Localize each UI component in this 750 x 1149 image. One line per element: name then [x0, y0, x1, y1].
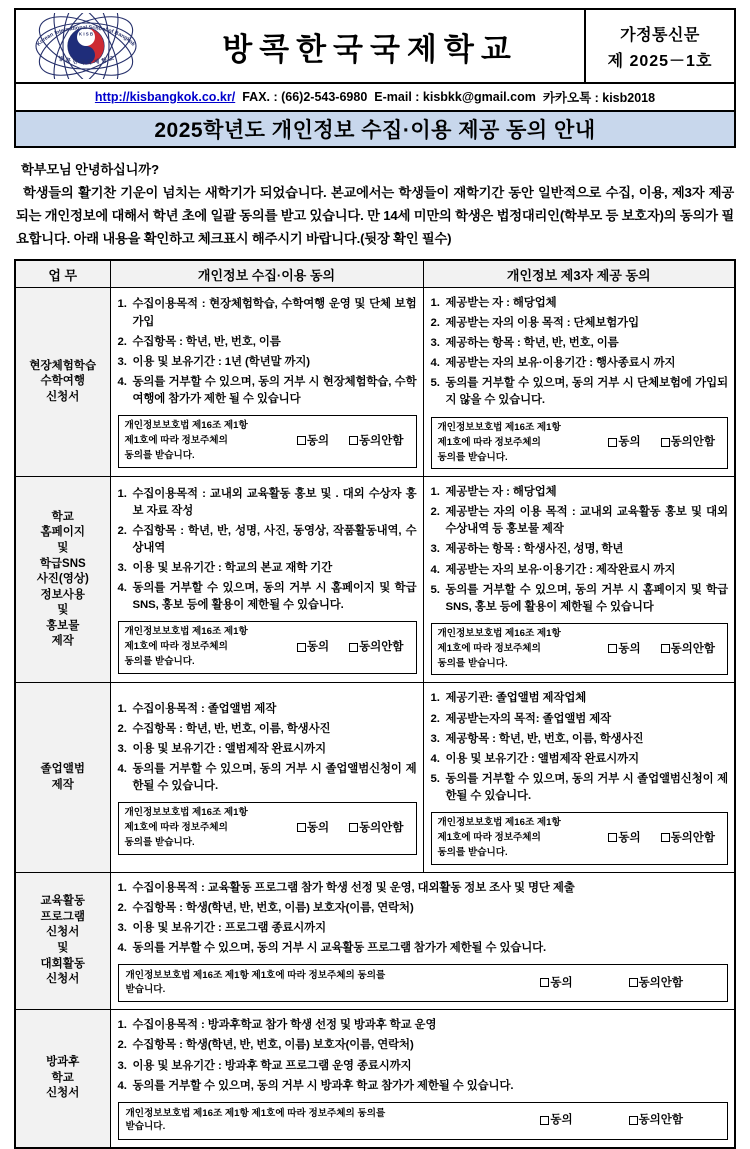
header-collect-use: 개인정보 수집·이용 동의 [110, 260, 423, 287]
school-name-block [156, 10, 584, 82]
clause-number: 3. [430, 337, 440, 350]
clause-list-third_party [431, 484, 729, 616]
fax-number: FAX. : (66)2-543-6980 [242, 90, 368, 104]
consent-table [14, 259, 736, 1149]
clause-item [431, 504, 729, 538]
clause-number: 1. [117, 1019, 127, 1032]
kakao-id: 카카오톡 : kisb2018 [542, 91, 656, 105]
clause-text: 제공받는 자의 이용 목적 : 단체보험가입 [445, 317, 639, 330]
legal-statement-line-3: 동의를 받습니다. [124, 450, 195, 462]
task-label-cell: 졸업앨범 제작 [15, 683, 110, 872]
clause-text: 수집이용목적 : 현장체험학습, 수학여행 운영 및 단체 보험 가입 [132, 298, 417, 328]
disagree-checkbox[interactable] [349, 433, 403, 449]
clause-text: 이용 및 보유기간 : 앨범제작 완료시까지 [445, 752, 639, 765]
legal-statement-box [118, 802, 417, 855]
checkbox-icon[interactable] [349, 436, 358, 445]
legal-statement-line-3: 동의를 받습니다. [437, 657, 508, 669]
clause-number: 1. [117, 881, 127, 894]
clause-number: 2. [117, 335, 127, 348]
checkbox-icon[interactable] [540, 1116, 549, 1125]
task-label-cell: 교육활동 프로그램 신청서 및 대회활동 신청서 [15, 872, 110, 1010]
masthead-top-row [16, 10, 734, 84]
clause-text: 이용 및 보유기간 : 앨범제작 완료시까지 [132, 742, 326, 755]
checkbox-icon[interactable] [608, 833, 617, 842]
document-title-banner [16, 112, 734, 146]
table-header-row [15, 260, 735, 287]
clause-number: 4. [117, 941, 127, 954]
legal-statement-line-1: 개인정보보호법 제16조 제1항 제1호에 따라 정보주체의 동의를 [125, 970, 386, 982]
clause-list-collect [118, 296, 417, 408]
clause-number: 2. [117, 901, 127, 914]
clause-item [118, 1058, 729, 1075]
clause-number: 3. [117, 921, 127, 934]
legal-statement-line-2: 제1호에 따라 정보주체의 [124, 641, 228, 653]
clause-number: 2. [430, 506, 440, 519]
disagree-checkbox[interactable] [661, 641, 715, 657]
clause-number: 4. [117, 375, 127, 388]
clause-item [118, 1037, 729, 1054]
legal-statement-line-2: 제1호에 따라 정보주체의 [124, 435, 228, 447]
clause-list-collect [118, 701, 417, 796]
disagree-label: 동의안함 [359, 434, 404, 447]
clause-list-third_party [431, 295, 729, 410]
legal-statement-line-3: 동의를 받습니다. [437, 847, 508, 859]
clause-number: 2. [117, 722, 127, 735]
legal-statement-line-2: 제1호에 따라 정보주체의 [437, 832, 541, 844]
header-task: 업 무 [15, 260, 110, 287]
clause-number: 1. [117, 702, 127, 715]
clause-text: 이용 및 보유기간 : 1년 (학년말 까지) [132, 355, 310, 368]
legal-statement-text [126, 1107, 386, 1134]
intro-section [16, 159, 734, 250]
clause-number: 2. [430, 712, 440, 725]
checkbox-icon[interactable] [661, 438, 670, 447]
clause-text: 수집이용목적 : 졸업앨범 제작 [132, 702, 277, 715]
agree-label: 동의 [618, 642, 641, 655]
legal-statement-line-2-row [438, 641, 722, 657]
legal-statement-line-2: 받습니다. [125, 1121, 166, 1133]
clause-text: 동의를 거부할 수 있으며, 동의 거부 시 방과후 학교 참가가 제한될 수 있습니다. [132, 1079, 514, 1092]
issue-label: 가정통신문 [620, 26, 700, 44]
legal-statement-line-3: 동의를 받습니다. [437, 451, 508, 463]
clause-item [118, 701, 417, 718]
clause-item [118, 940, 729, 957]
clause-item [118, 374, 417, 408]
checkbox-icon[interactable] [297, 643, 306, 652]
clause-text: 제공받는자의 목적: 졸업앨범 제작 [445, 712, 612, 725]
agree-label: 동의 [306, 821, 330, 834]
clause-number: 5. [430, 583, 440, 596]
consent-checkbox-group [608, 434, 715, 450]
legal-statement-line-2-row [438, 830, 722, 846]
clause-text: 수집항목 : 학생(학년, 반, 번호, 이름) 보호자(이름, 연락처) [132, 1039, 414, 1052]
table-row [15, 683, 735, 872]
legal-statement-box [118, 415, 417, 468]
clause-text: 동의를 거부할 수 있으며, 동의 거부 시 홈페이지 및 학급SNS, 홍보 등에 활용이 제한될 수 있습니다 [445, 583, 728, 613]
agree-label: 동의 [306, 434, 330, 447]
agree-label: 동의 [550, 976, 573, 989]
agree-checkbox[interactable] [297, 820, 329, 836]
clause-number: 4. [117, 1079, 127, 1092]
clause-item [118, 721, 417, 738]
clause-text: 수집이용목적 : 방과후학교 참가 학생 선정 및 방과후 학교 운영 [132, 1019, 437, 1032]
legal-statement-line-1: 개인정보보호법 제16조 제1항 [124, 807, 248, 819]
disagree-checkbox[interactable] [629, 1112, 683, 1128]
table-row [15, 477, 735, 683]
clause-text: 수집이용목적 : 교육활동 프로그램 참가 학생 선정 및 운영, 대외활동 정보 조사 및 명단 제출 [132, 881, 575, 894]
clause-number: 1. [430, 692, 440, 705]
legal-statement-line-1: 개인정보보호법 제16조 제1항 제1호에 따라 정보주체의 동의를 [125, 1107, 386, 1119]
clause-item [431, 690, 729, 707]
email-address: E-mail : kisbkk@gmail.com [374, 90, 536, 104]
clause-item [431, 375, 729, 409]
clause-text: 수집항목 : 학생(학년, 반, 번호, 이름) 보호자(이름, 연락처) [132, 901, 414, 914]
disagree-checkbox[interactable] [629, 975, 683, 991]
clause-item [118, 523, 417, 557]
school-website-link[interactable]: http://kisbangkok.co.kr/ [94, 90, 236, 104]
clause-number: 4. [117, 582, 127, 595]
clause-item [118, 900, 729, 917]
clause-item [431, 771, 729, 805]
clause-item [118, 354, 417, 371]
legal-statement-line-2-row [125, 639, 410, 655]
clause-text: 제공받는 자의 보유·이용기간 : 행사종료시 까지 [445, 357, 676, 370]
clause-text: 제공기관: 졸업앨범 제작업체 [445, 692, 587, 705]
legal-statement-line-2: 제1호에 따라 정보주체의 [124, 822, 228, 834]
clause-item [431, 711, 729, 728]
intro-paragraph: 학생들의 활기찬 기운이 넘치는 새학기가 되었습니다. 본교에서는 학생들이 재학기간 동안 일반적으로 수집, 이용, 제3자 제공 되는 개인정보에 대해서 학년 초에 일괄 동의를 받고 있습니다. 만 14세 미만의 학생은 법정대리인(학부모 등 보호자)의 동의가 필요합니다. 아래 내용을 확인하고 체크표시 해주시기 바랍니다.(뒷장 확인 필수) [16, 184, 734, 246]
clause-text: 동의를 거부할 수 있으며, 동의 거부 시 현장체험학습, 수학여행에 참가가 제한 될 수 있습니다 [132, 375, 417, 405]
legal-statement-line-1: 개인정보보호법 제16조 제1항 [437, 421, 561, 433]
third-party-cell [423, 683, 735, 872]
clause-text: 제공받는 자 : 해당업체 [445, 486, 557, 499]
checkbox-icon[interactable] [297, 436, 306, 445]
clause-text: 제공받는 자의 보유·이용기간 : 제작완료시 까지 [445, 563, 676, 576]
agree-checkbox[interactable] [608, 830, 640, 846]
clause-item [431, 484, 729, 501]
agree-checkbox[interactable] [297, 433, 329, 449]
clause-number: 3. [117, 742, 127, 755]
legal-statement-box [118, 1102, 729, 1140]
clause-number: 3. [117, 1059, 127, 1072]
agree-checkbox[interactable] [608, 434, 640, 450]
clause-text: 동의를 거부할 수 있으며, 동의 거부 시 홈페이지 및 학급SNS, 홍보 등에 활용이 제한될 수 있습니다. [132, 582, 417, 612]
emblem-center-text: K I S B [78, 31, 94, 37]
legal-statement-line-1: 개인정보보호법 제16조 제1항 [124, 420, 248, 432]
legal-statement-line-3: 동의를 받습니다. [124, 836, 195, 848]
clause-list-third_party [431, 690, 729, 805]
agree-checkbox[interactable] [540, 1112, 572, 1128]
clause-text: 수집이용목적 : 교내외 교육활동 홍보 및 . 대외 수상자 홍보 자료 작성 [132, 487, 417, 517]
consent-checkbox-group [608, 830, 715, 846]
clause-number: 5. [430, 772, 440, 785]
task-label-cell: 현장체험학습 수학여행 신청서 [15, 287, 110, 476]
disagree-checkbox[interactable] [349, 820, 403, 836]
disagree-label: 동의안함 [638, 976, 683, 989]
clause-number: 4. [430, 357, 440, 370]
checkbox-icon[interactable] [661, 644, 670, 653]
agree-checkbox[interactable] [297, 639, 329, 655]
disagree-label: 동의안함 [670, 831, 715, 844]
page-title: 2025학년도 개인정보 수집·이용 제공 동의 안내 [154, 119, 596, 142]
legal-statement-line-2-row [438, 434, 722, 450]
consent-checkbox-group [297, 820, 404, 836]
clause-text: 수집항목 : 학년, 반, 번호, 이름, 학생사진 [132, 722, 331, 735]
disagree-label: 동의안함 [359, 641, 404, 654]
table-row [15, 1010, 735, 1148]
school-emblem-icon [25, 13, 147, 79]
clause-item [431, 355, 729, 372]
clause-item [431, 295, 729, 312]
collect-use-cell [110, 1010, 735, 1148]
clause-item [431, 562, 729, 579]
disagree-label: 동의안함 [670, 642, 715, 655]
disagree-label: 동의안함 [670, 436, 715, 449]
task-label-cell: 학교 홈페이지 및 학급SNS 사진(영상) 정보사용 및 홍보물 제작 [15, 477, 110, 683]
emblem-outer-text: Korean International School of Bangkok [36, 25, 137, 48]
agree-checkbox[interactable] [608, 641, 640, 657]
clause-list-collect [118, 1017, 729, 1094]
agree-label: 동의 [550, 1114, 573, 1127]
clause-item [431, 315, 729, 332]
clause-number: 1. [117, 487, 127, 500]
legal-statement-line-2-row [125, 433, 410, 449]
table-row [15, 872, 735, 1010]
collect-use-cell [110, 872, 735, 1010]
collect-use-cell [110, 287, 423, 476]
clause-text: 이용 및 보유기간 : 학교의 본교 재학 기간 [132, 562, 333, 575]
collect-use-cell [110, 683, 423, 872]
clause-number: 2. [117, 524, 127, 537]
clause-item [431, 751, 729, 768]
legal-statement-line-1: 개인정보보호법 제16조 제1항 [437, 627, 561, 639]
checkbox-icon[interactable] [540, 978, 549, 987]
legal-statement-box [118, 621, 417, 674]
collect-use-cell [110, 477, 423, 683]
clause-item [118, 296, 417, 330]
disagree-label: 동의안함 [359, 821, 404, 834]
clause-number: 4. [430, 752, 440, 765]
consent-checkbox-group [540, 975, 713, 991]
clause-text: 수집항목 : 학년, 반, 번호, 이름 [132, 335, 281, 348]
clause-number: 3. [430, 543, 440, 556]
clause-item [118, 880, 729, 897]
agree-label: 동의 [618, 831, 641, 844]
clause-item [431, 731, 729, 748]
contact-bar [16, 84, 734, 112]
agree-label: 동의 [306, 641, 330, 654]
checkbox-icon[interactable] [349, 823, 358, 832]
clause-item [431, 582, 729, 616]
clause-text: 동의를 거부할 수 있으며, 동의 거부 시 단체보험에 가입되지 않을 수 있습니다. [445, 377, 728, 407]
clause-item [118, 486, 417, 520]
clause-item [118, 1017, 729, 1034]
agree-label: 동의 [618, 436, 641, 449]
checkbox-icon[interactable] [349, 643, 358, 652]
clause-item [118, 560, 417, 577]
clause-text: 동의를 거부할 수 있으며, 동의 거부 시 졸업앨범신청이 제한될 수 있습니다. [132, 762, 417, 792]
clause-text: 이용 및 보유기간 : 프로그램 종료시까지 [132, 921, 326, 934]
clause-item [431, 541, 729, 558]
clause-item [118, 761, 417, 795]
legal-statement-box [118, 964, 729, 1002]
clause-number: 3. [117, 355, 127, 368]
legal-statement-text [126, 969, 386, 996]
clause-text: 이용 및 보유기간 : 방과후 학교 프로그램 운영 종료시까지 [132, 1059, 412, 1072]
issue-number: 제 2025－1호 [607, 52, 713, 70]
clause-number: 3. [430, 732, 440, 745]
legal-statement-line-2: 받습니다. [125, 983, 166, 995]
clause-number: 2. [117, 1039, 127, 1052]
task-label-cell: 방과후 학교 신청서 [15, 1010, 110, 1148]
consent-checkbox-group [297, 639, 404, 655]
clause-item [118, 580, 417, 614]
legal-statement-line-2: 제1호에 따라 정보주체의 [437, 436, 541, 448]
consent-checkbox-group [297, 433, 404, 449]
agree-checkbox[interactable] [540, 975, 572, 991]
clause-item [431, 335, 729, 352]
clause-number: 3. [117, 562, 127, 575]
clause-number: 1. [117, 298, 127, 311]
legal-statement-box [431, 812, 729, 865]
clause-number: 1. [430, 296, 440, 309]
emblem-inner-text: 방 콕 한 국 국 제 학 교 [57, 55, 115, 67]
checkbox-icon[interactable] [629, 1116, 638, 1125]
disagree-label: 동의안함 [638, 1114, 683, 1127]
legal-statement-box [431, 417, 729, 470]
legal-statement-line-3: 동의를 받습니다. [124, 656, 195, 668]
clause-item [118, 741, 417, 758]
legal-statement-box [431, 623, 729, 676]
consent-table-body [15, 287, 735, 1148]
clause-item [118, 920, 729, 937]
checkbox-icon[interactable] [608, 438, 617, 447]
clause-item [118, 1078, 729, 1095]
disagree-checkbox[interactable] [661, 830, 715, 846]
school-logo [16, 10, 156, 82]
intro-greeting: 학부모님 안녕하십니까? [21, 162, 159, 177]
masthead [14, 8, 736, 148]
clause-text: 제공항목 : 학년, 반, 번호, 이름, 학생사진 [445, 732, 644, 745]
third-party-cell [423, 477, 735, 683]
clause-text: 제공받는 자 : 해당업체 [445, 296, 557, 309]
clause-text: 동의를 거부할 수 있으며, 동의 거부 시 졸업앨범신청이 제한될 수 있습니다. [445, 772, 728, 802]
clause-text: 제공하는 항목 : 학년, 반, 번호, 이름 [445, 337, 619, 350]
clause-list-collect [118, 880, 729, 957]
clause-number: 2. [430, 317, 440, 330]
legal-statement-line-2-row [125, 820, 410, 836]
legal-statement-line-2: 제1호에 따라 정보주체의 [437, 642, 541, 654]
clause-number: 4. [117, 762, 127, 775]
checkbox-icon[interactable] [629, 978, 638, 987]
table-row [15, 287, 735, 476]
clause-text: 수집항목 : 학년, 반, 성명, 사진, 동영상, 작품활동내역, 수상내역 [132, 524, 417, 554]
checkbox-icon[interactable] [297, 823, 306, 832]
clause-text: 제공하는 항목 : 학생사진, 성명, 학년 [445, 543, 624, 556]
school-name: 방콕한국국제학교 [222, 31, 518, 68]
clause-number: 1. [430, 486, 440, 499]
header-third-party: 개인정보 제3자 제공 동의 [423, 260, 735, 287]
clause-text: 제공받는 자의 이용 목적 : 교내외 교육활동 홍보 및 대외 수상내역 등 홍보물 제작 [445, 506, 728, 536]
clause-number: 5. [430, 377, 440, 390]
checkbox-icon[interactable] [661, 833, 670, 842]
disagree-checkbox[interactable] [661, 434, 715, 450]
consent-checkbox-group [540, 1112, 713, 1128]
legal-statement-line-1: 개인정보보호법 제16조 제1항 [124, 626, 248, 638]
clause-list-collect [118, 486, 417, 615]
clause-number: 4. [430, 563, 440, 576]
clause-text: 동의를 거부할 수 있으며, 동의 거부 시 교육활동 프로그램 참가가 제한될 수 있습니다. [132, 941, 547, 954]
checkbox-icon[interactable] [608, 644, 617, 653]
issue-block [584, 10, 734, 82]
legal-statement-line-1: 개인정보보호법 제16조 제1항 [437, 817, 561, 829]
disagree-checkbox[interactable] [349, 639, 403, 655]
third-party-cell [423, 287, 735, 476]
clause-item [118, 334, 417, 351]
consent-checkbox-group [608, 641, 715, 657]
